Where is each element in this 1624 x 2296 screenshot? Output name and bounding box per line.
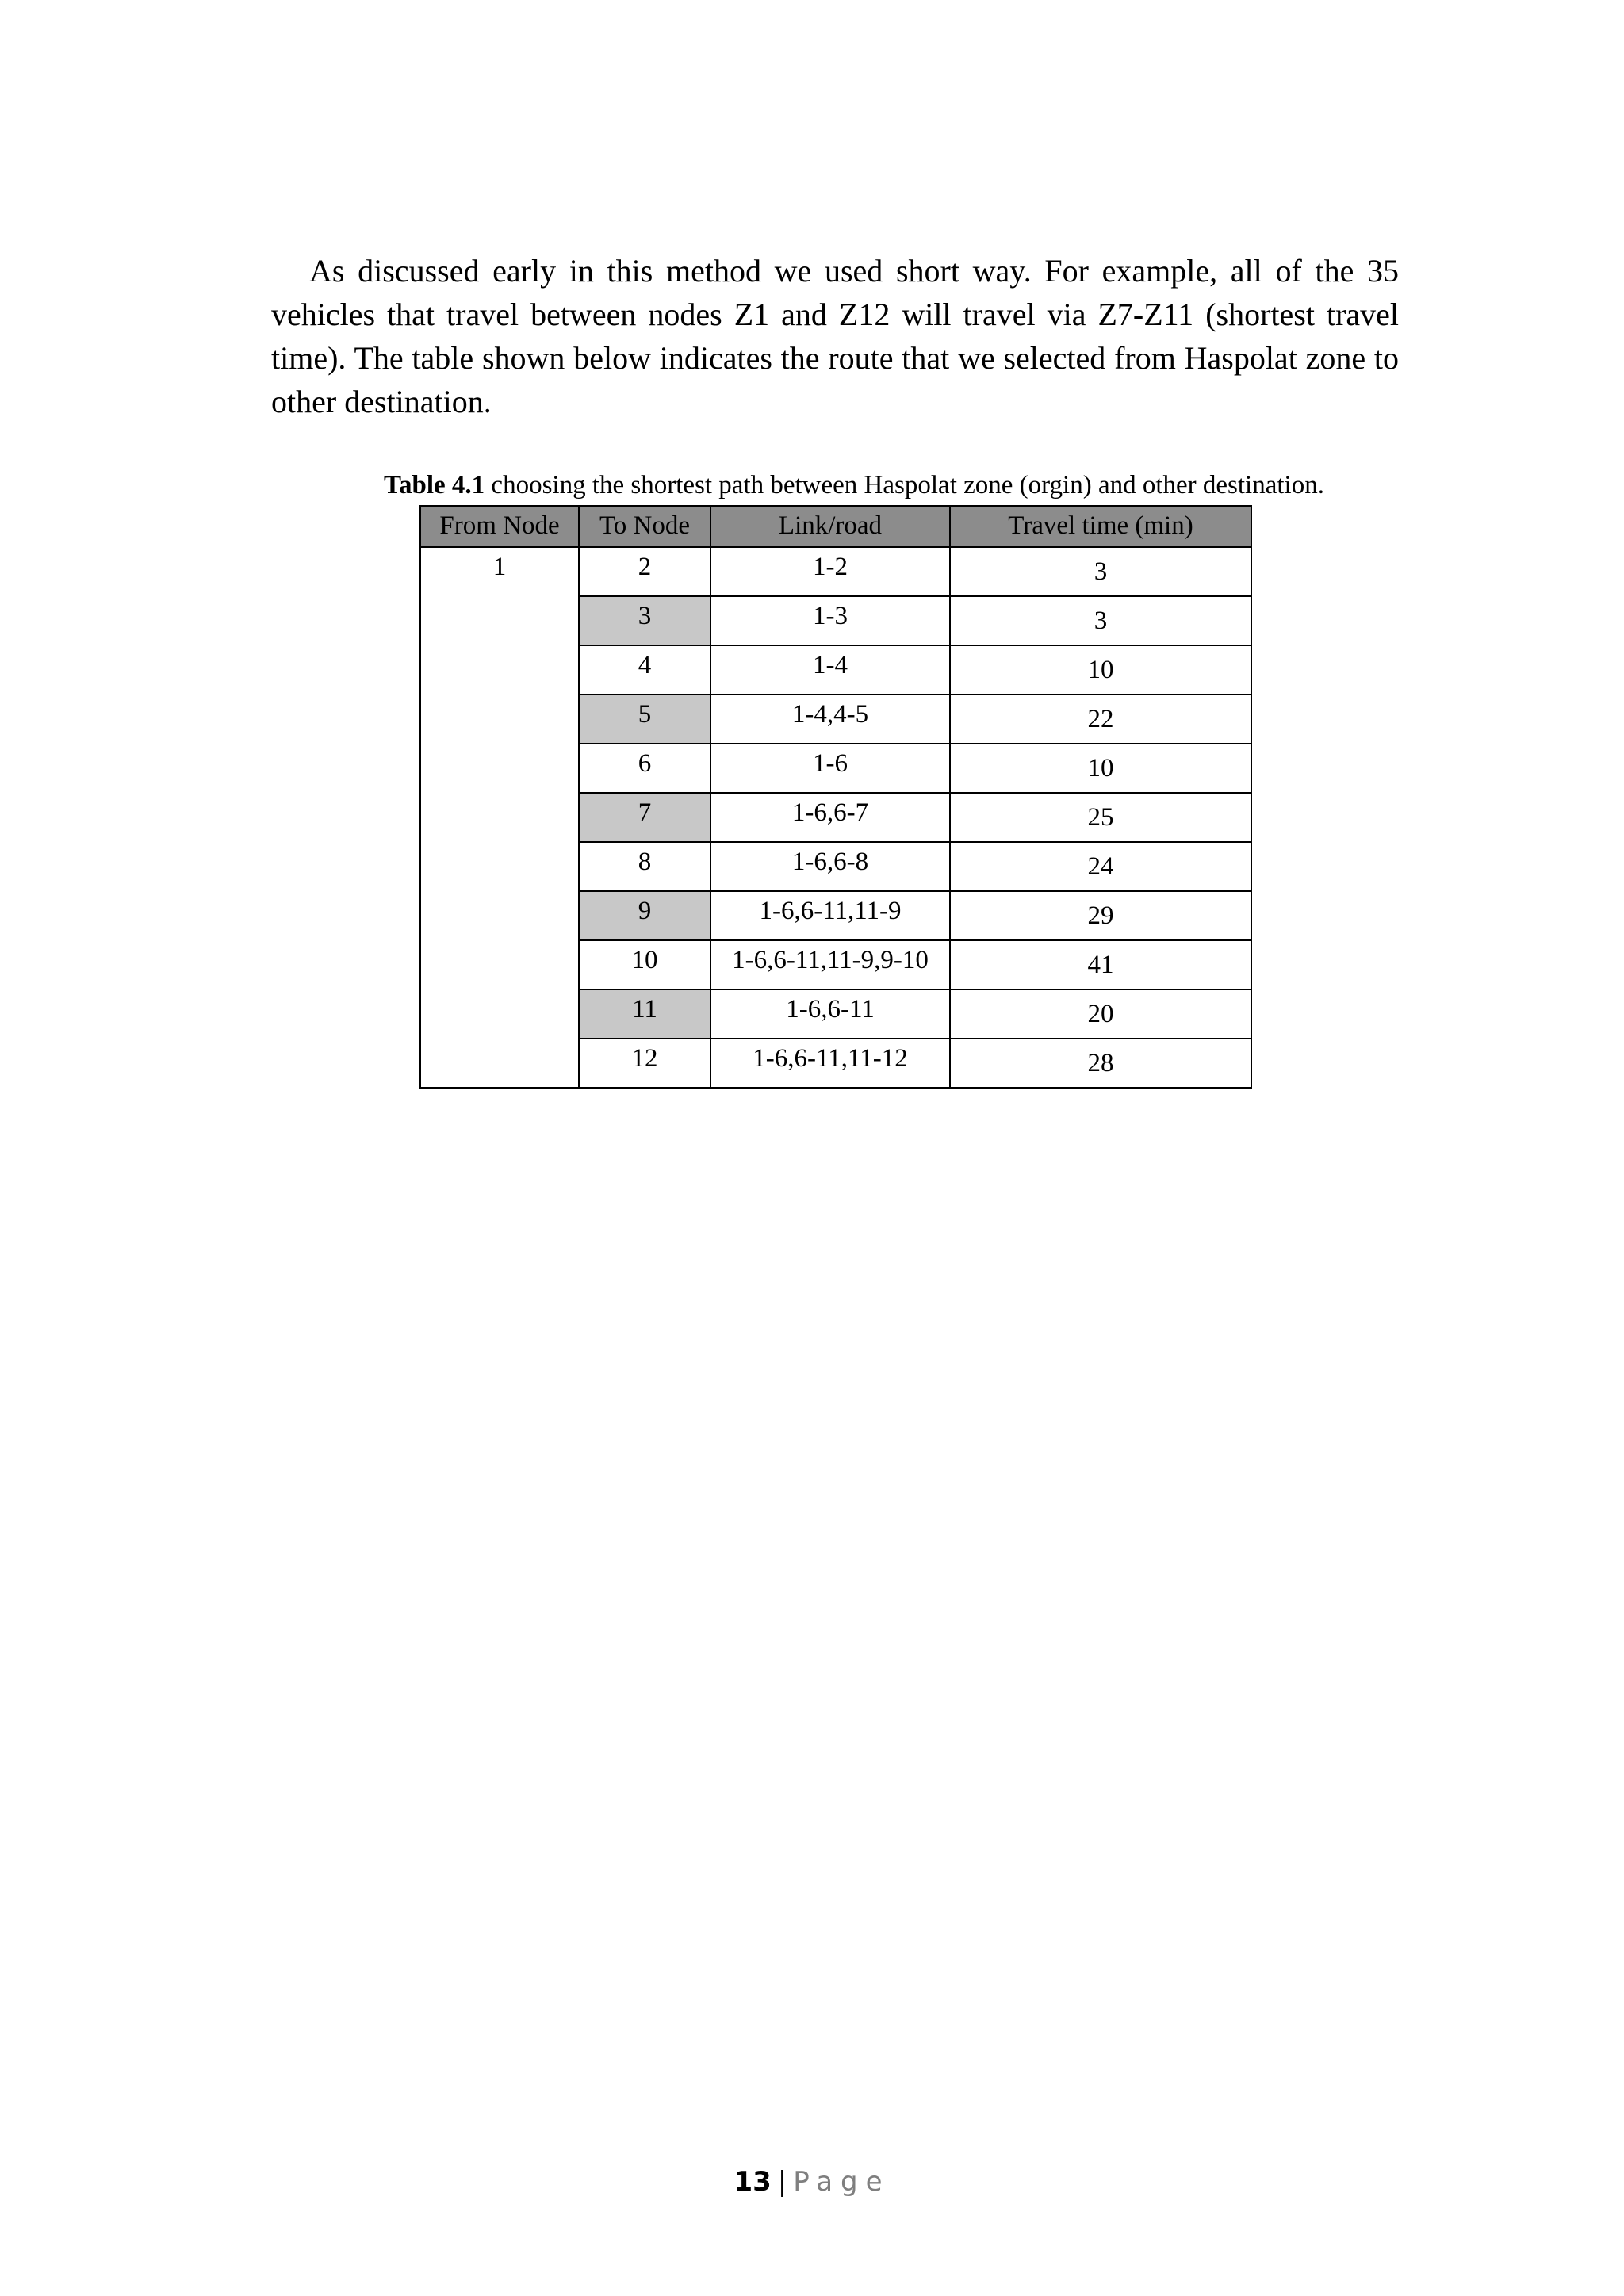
from-node-cell: 1 <box>420 547 579 1088</box>
link-cell: 1-2 <box>710 547 950 596</box>
time-cell: 20 <box>950 989 1251 1039</box>
time-cell: 10 <box>950 645 1251 695</box>
time-cell: 41 <box>950 940 1251 989</box>
to-node-cell: 11 <box>579 989 710 1039</box>
link-cell: 1-6,6-11,11-12 <box>710 1039 950 1088</box>
time-cell: 10 <box>950 744 1251 793</box>
link-cell: 1-6,6-8 <box>710 842 950 891</box>
body-paragraph: As discussed early in this method we used short way. For example, all of the 35 vehicles that travel between nodes Z1 and Z12 will travel via Z7-Z11 (shortest travel time). The table shown below indicates the route that we selected from Haspolat zone to other destination. <box>271 253 1399 419</box>
header-travel-time: Travel time (min) <box>950 506 1251 547</box>
time-cell: 3 <box>950 596 1251 645</box>
table-caption <box>0 468 1624 503</box>
to-node-cell: 6 <box>579 744 710 793</box>
to-node-cell: 4 <box>579 645 710 695</box>
to-node-cell: 10 <box>579 940 710 989</box>
link-cell: 1-6 <box>710 744 950 793</box>
link-cell: 1-4,4-5 <box>710 695 950 744</box>
to-node-cell: 7 <box>579 793 710 842</box>
table-header-row <box>420 506 1251 547</box>
to-node-cell: 3 <box>579 596 710 645</box>
link-cell: 1-3 <box>710 596 950 645</box>
header-to-node: To Node <box>579 506 710 547</box>
link-cell: 1-6,6-11,11-9,9-10 <box>710 940 950 989</box>
to-node-cell: 9 <box>579 891 710 940</box>
time-cell: 25 <box>950 793 1251 842</box>
time-cell: 3 <box>950 547 1251 596</box>
link-cell: 1-6,6-11,11-9 <box>710 891 950 940</box>
time-cell: 24 <box>950 842 1251 891</box>
table-caption-text: choosing the shortest path between Haspolat zone (orgin) and other destination. <box>485 471 1324 499</box>
header-from-node: From Node <box>420 506 579 547</box>
shortest-path-table <box>419 505 1252 1089</box>
time-cell: 28 <box>950 1039 1251 1088</box>
page-footer <box>0 2164 1624 2199</box>
table-row <box>420 547 1251 596</box>
footer-separator: | <box>777 2166 787 2198</box>
time-cell: 29 <box>950 891 1251 940</box>
page-number: 13 <box>733 2166 772 2198</box>
table-caption-label: Table 4.1 <box>384 471 485 499</box>
to-node-cell: 12 <box>579 1039 710 1088</box>
link-cell: 1-6,6-11 <box>710 989 950 1039</box>
link-cell: 1-4 <box>710 645 950 695</box>
link-cell: 1-6,6-7 <box>710 793 950 842</box>
to-node-cell: 5 <box>579 695 710 744</box>
header-link-road: Link/road <box>710 506 950 547</box>
page-word: Page <box>793 2166 891 2198</box>
time-cell: 22 <box>950 695 1251 744</box>
to-node-cell: 2 <box>579 547 710 596</box>
to-node-cell: 8 <box>579 842 710 891</box>
